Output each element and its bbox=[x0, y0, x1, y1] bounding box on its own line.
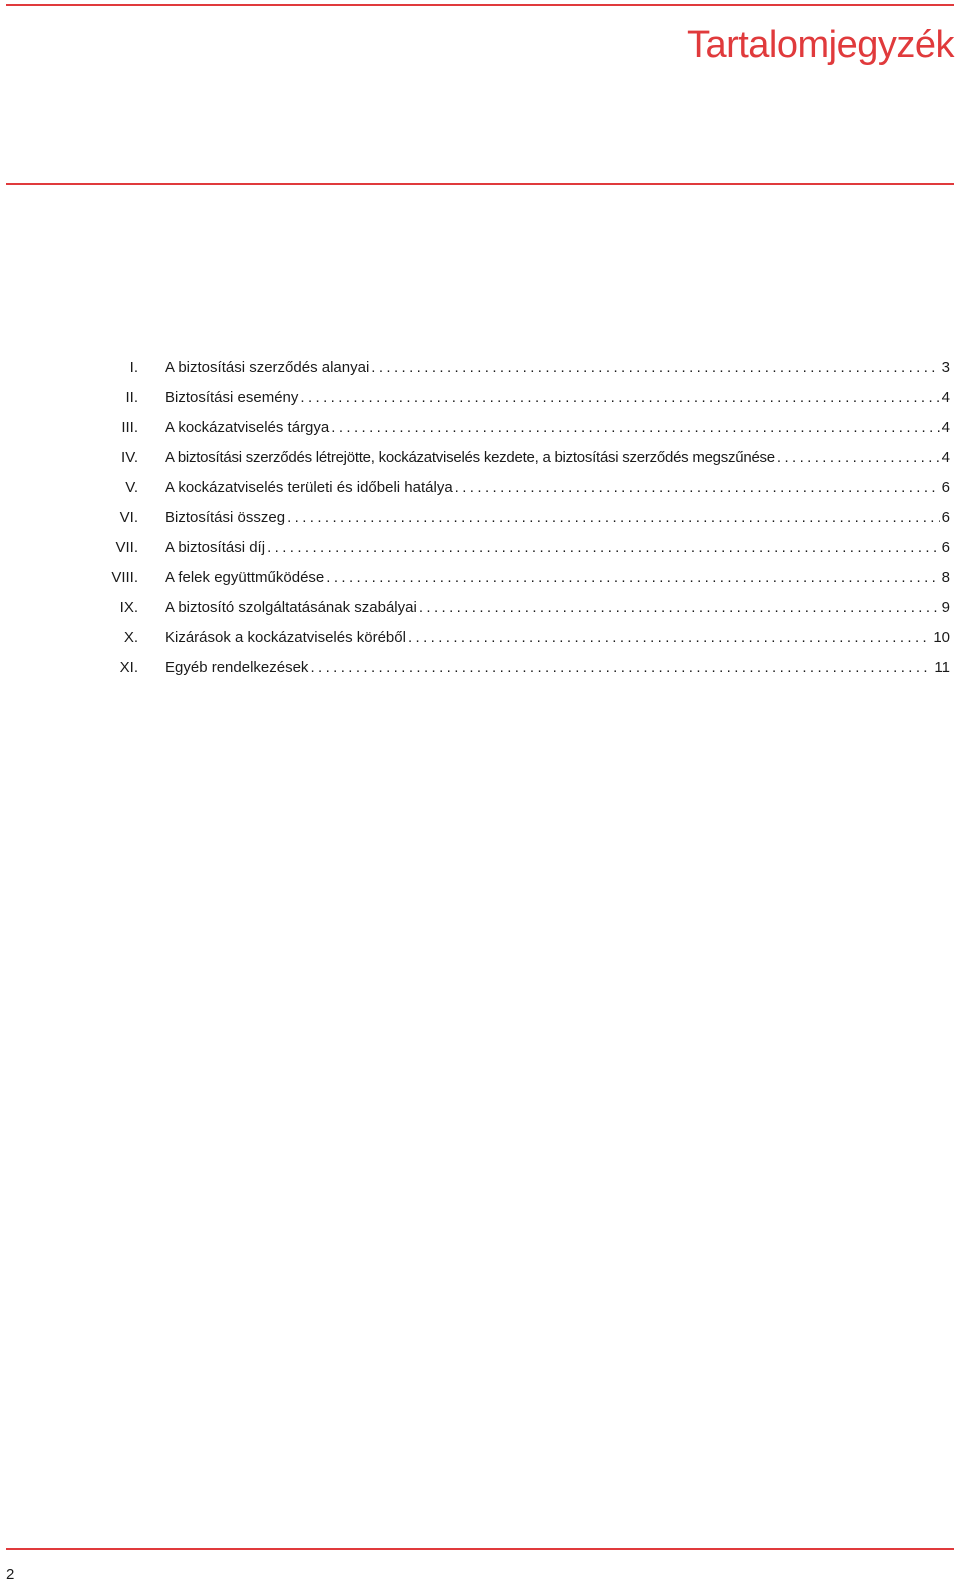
toc-dot-leader bbox=[455, 478, 940, 498]
toc-entry-number: II. bbox=[125, 389, 138, 406]
toc-dot-leader bbox=[310, 658, 932, 678]
toc-entry-page: 6 bbox=[941, 509, 950, 526]
toc-entry-title[interactable]: A biztosítási szerződés alanyai bbox=[165, 359, 370, 376]
header-bottom-rule bbox=[6, 183, 954, 185]
toc-entry-number: IX. bbox=[119, 599, 138, 616]
toc-entry-title[interactable]: Kizárások a kockázatviselés köréből bbox=[165, 629, 406, 646]
toc-entry-10[interactable] bbox=[0, 628, 960, 658]
toc-dot-leader bbox=[419, 598, 940, 618]
toc-entry-page: 3 bbox=[941, 359, 950, 376]
toc-entry-number: VIII. bbox=[111, 569, 138, 586]
toc-entry-number: VII. bbox=[115, 539, 138, 556]
toc-dot-leader bbox=[287, 508, 940, 528]
toc-entry-title[interactable]: A kockázatviselés területi és időbeli hatálya bbox=[165, 479, 453, 496]
toc-dot-leader bbox=[331, 418, 939, 438]
toc-entry-7[interactable] bbox=[0, 538, 960, 568]
toc-entry-6[interactable] bbox=[0, 508, 960, 538]
toc-entry-8[interactable] bbox=[0, 568, 960, 598]
header-top-rule bbox=[6, 4, 954, 6]
toc-entry-number: III. bbox=[121, 419, 138, 436]
toc-dot-leader bbox=[371, 358, 939, 378]
page-number: 2 bbox=[6, 1566, 15, 1583]
toc-entry-page: 10 bbox=[933, 629, 950, 646]
toc-entry-page: 11 bbox=[934, 659, 950, 676]
toc-entry-3[interactable] bbox=[0, 418, 960, 448]
toc-entry-page: 4 bbox=[941, 419, 950, 436]
toc-entry-title[interactable]: A kockázatviselés tárgya bbox=[165, 419, 330, 436]
toc-entry-page: 4 bbox=[941, 449, 950, 466]
toc-entry-page: 4 bbox=[941, 389, 950, 406]
toc-entry-1[interactable] bbox=[0, 358, 960, 388]
toc-dot-leader bbox=[408, 628, 931, 648]
toc-entry-5[interactable] bbox=[0, 478, 960, 508]
toc-entry-page: 6 bbox=[941, 539, 950, 556]
toc-entry-11[interactable] bbox=[0, 658, 960, 688]
toc-dot-leader bbox=[326, 568, 939, 588]
toc-entry-title[interactable]: A biztosító szolgáltatásának szabályai bbox=[165, 599, 417, 616]
toc-entry-title[interactable]: Biztosítási esemény bbox=[165, 389, 299, 406]
toc-entry-number: I. bbox=[129, 359, 138, 376]
page-title: Tartalomjegyzék bbox=[686, 24, 954, 66]
toc-entry-2[interactable] bbox=[0, 388, 960, 418]
toc-entry-4[interactable] bbox=[0, 448, 960, 478]
toc-entry-9[interactable] bbox=[0, 598, 960, 628]
toc-entry-number: VI. bbox=[119, 509, 138, 526]
toc-dot-leader bbox=[777, 448, 940, 468]
footer-rule bbox=[6, 1548, 954, 1550]
toc-entry-title[interactable]: Biztosítási összeg bbox=[165, 509, 286, 526]
toc-entry-title[interactable]: A biztosítási szerződés létrejötte, kockázatviselés kezdete, a biztosítási szerződés megszűnése bbox=[165, 449, 775, 466]
toc-entry-title[interactable]: A felek együttműködése bbox=[165, 569, 325, 586]
toc-entry-number: V. bbox=[125, 479, 138, 496]
toc-dot-leader bbox=[267, 538, 940, 558]
toc-entry-page: 8 bbox=[941, 569, 950, 586]
toc-dot-leader bbox=[300, 388, 939, 408]
toc-entry-number: XI. bbox=[119, 659, 138, 676]
toc-entry-number: IV. bbox=[121, 449, 138, 466]
toc-entry-page: 9 bbox=[941, 599, 950, 616]
toc-entry-page: 6 bbox=[941, 479, 950, 496]
toc-entry-title[interactable]: Egyéb rendelkezések bbox=[165, 659, 309, 676]
toc-entry-number: X. bbox=[123, 629, 138, 646]
toc-entry-title[interactable]: A biztosítási díj bbox=[165, 539, 266, 556]
